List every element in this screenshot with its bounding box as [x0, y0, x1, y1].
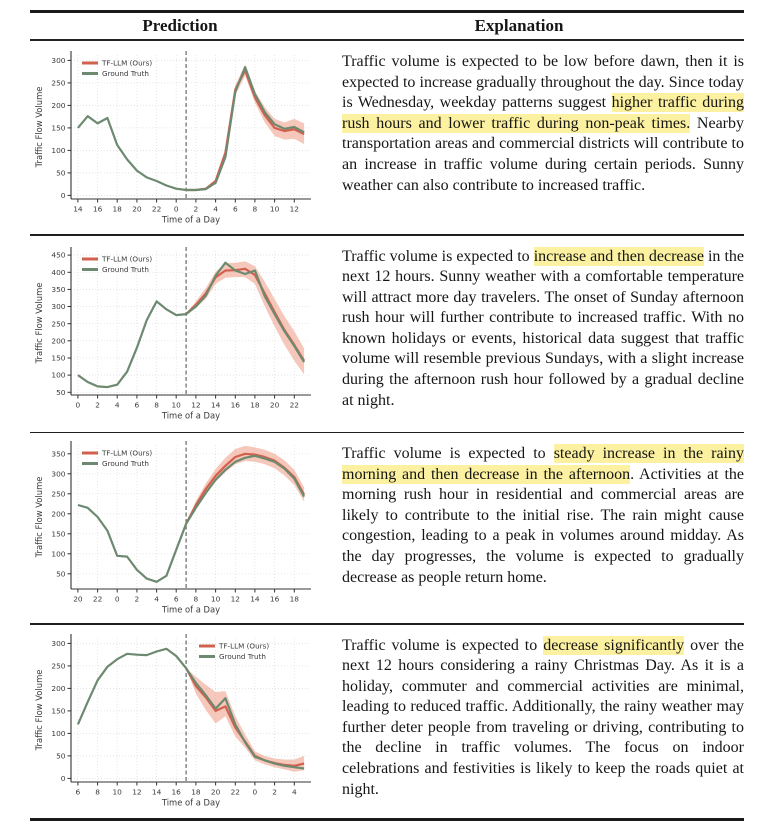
explanation-text	[342, 52, 744, 196]
x-axis-label: Time of a Day	[161, 214, 221, 224]
x-tick-label: 20	[132, 204, 142, 213]
legend-label: TF-LLM (Ours)	[102, 448, 153, 458]
y-tick-label: 400	[51, 267, 66, 277]
prediction-chart-1	[30, 41, 330, 234]
legend-label: Ground Truth	[219, 652, 266, 662]
x-tick-label: 16	[230, 400, 241, 409]
x-tick-label: 16	[171, 787, 181, 797]
legend-label: Ground Truth	[102, 68, 149, 78]
y-tick-label: 450	[51, 250, 66, 260]
x-tick-label: 2	[134, 594, 140, 604]
x-tick-label: 6	[75, 787, 81, 797]
y-tick-label: 300	[51, 639, 66, 648]
x-tick-label: 8	[193, 594, 199, 604]
y-tick-label: 100	[51, 729, 66, 738]
ground-truth-line	[78, 262, 304, 386]
x-tick-label: 0	[252, 787, 258, 797]
y-axis-label: Traffic Flow Volume	[34, 86, 44, 167]
y-tick-label: 200	[51, 100, 66, 110]
x-tick-label: 18	[289, 594, 300, 604]
prediction-chart-4	[30, 625, 330, 818]
body-text: . Activities at the morning rush hour in residential and commercial areas are likely to contribute to the initial rise. The rain might cause congestion, leading to a peak in volumes around midday. As the day progresses, the volume is expected to gradually decrease as people return home.	[342, 465, 744, 586]
x-tick-label: 2	[95, 400, 100, 409]
y-tick-label: 250	[51, 489, 66, 499]
x-tick-label: 6	[232, 204, 238, 213]
explanation-cell	[330, 41, 744, 234]
legend	[82, 254, 152, 274]
x-tick-label: 0	[75, 400, 81, 409]
x-tick-label: 14	[250, 594, 260, 604]
y-tick-label: 150	[51, 123, 66, 132]
x-tick-label: 4	[291, 787, 297, 797]
explanation-cell	[330, 236, 744, 432]
highlighted-text: decrease significantly	[543, 636, 685, 654]
y-tick-label: 0	[60, 190, 66, 200]
uncertainty-band	[186, 261, 304, 374]
x-tick-label: 14	[73, 204, 83, 213]
y-tick-label: 300	[51, 301, 66, 311]
bottom-rule	[30, 818, 744, 821]
x-tick-label: 4	[154, 594, 159, 604]
body-text: Traffic volume is expected to	[342, 445, 554, 462]
body-text: Traffic volume is expected to	[342, 636, 544, 654]
prediction-line	[186, 70, 304, 190]
x-tick-label: 10	[269, 204, 280, 213]
x-tick-label: 10	[171, 400, 181, 409]
traffic-flow-chart	[34, 46, 320, 230]
y-axis-label: Traffic Flow Volume	[34, 669, 44, 751]
y-tick-label: 250	[51, 318, 66, 328]
x-tick-label: 4	[114, 400, 120, 409]
y-tick-label: 100	[51, 145, 66, 155]
y-tick-label: 150	[51, 529, 66, 539]
highlighted-text: increase and then decrease	[533, 247, 704, 265]
x-tick-label: 22	[289, 400, 300, 409]
x-tick-label: 22	[230, 787, 241, 797]
x-tick-label: 0	[173, 204, 179, 213]
traffic-flow-chart	[34, 242, 320, 426]
y-tick-label: 50	[56, 751, 66, 761]
explanation-text	[342, 444, 744, 588]
ground-truth-line	[78, 456, 304, 582]
y-axis-label: Traffic Flow Volume	[34, 282, 44, 363]
traffic-flow-chart	[34, 629, 320, 813]
y-tick-label: 250	[51, 78, 66, 87]
explanation-text	[342, 636, 744, 801]
x-tick-label: 8	[154, 400, 159, 409]
explanation-text	[342, 247, 744, 412]
x-tick-label: 2	[193, 204, 199, 213]
y-tick-label: 50	[56, 168, 66, 177]
column-header-prediction: Prediction	[142, 16, 218, 35]
x-tick-label: 12	[289, 204, 300, 213]
ground-truth-line	[78, 649, 304, 769]
x-tick-label: 2	[272, 787, 277, 797]
x-tick-label: 0	[114, 594, 120, 604]
body-text: in the next 12 hours. Sunny weather with a comfortable temperature will attract more day travelers. The onset of Sunday afternoon rush hour will further contribute to increased traffic. With no known holidays or events, historical data suggest that traffic volume will resemble previous Sundays, with a slight increase during the afternoon rush hour followed by a gradual decline at night.	[342, 247, 744, 409]
table-row	[30, 41, 744, 234]
prediction-chart-2	[30, 236, 330, 432]
x-axis-label: Time of a Day	[161, 604, 221, 615]
x-tick-label: 6	[173, 594, 179, 604]
y-tick-label: 300	[51, 55, 66, 65]
x-tick-label: 20	[73, 594, 83, 604]
legend-label: TF-LLM (Ours)	[219, 641, 270, 651]
explanation-cell	[330, 433, 744, 623]
y-tick-label: 0	[60, 774, 66, 783]
x-tick-label: 16	[92, 204, 103, 213]
body-text: Traffic volume is expected to be low before dawn, then it is expected to increase gradually throughout the day. Since today is Wednesday, weekday patterns suggest	[342, 53, 744, 112]
body-text: over the next 12 hours considering a rainy Christmas Day. As it is a holiday, commuter and commercial activities are minimal, leading to reduced traffic. Additionally, the rainy weather may further deter people from traveling or driving, contributing to the decline in traffic volumes. The focus on indoor celebrations and festivities is likely to keep the roads quiet at night.	[342, 636, 744, 798]
x-tick-label: 20	[210, 787, 221, 797]
x-tick-label: 20	[269, 400, 280, 409]
y-tick-label: 250	[51, 661, 66, 671]
y-tick-label: 50	[56, 569, 66, 579]
y-tick-label: 350	[51, 449, 66, 459]
legend-label: Ground Truth	[102, 264, 149, 274]
traffic-flow-chart	[34, 436, 320, 620]
x-tick-label: 18	[250, 400, 260, 409]
y-tick-label: 200	[51, 335, 66, 345]
table-row	[30, 433, 744, 623]
prediction-line	[186, 668, 304, 766]
x-tick-label: 8	[252, 204, 258, 213]
x-tick-label: 12	[230, 594, 241, 604]
legend	[82, 449, 152, 469]
x-tick-label: 6	[134, 400, 140, 409]
x-axis-label: Time of a Day	[161, 410, 221, 420]
y-tick-label: 150	[51, 353, 66, 363]
legend	[82, 58, 152, 78]
x-tick-label: 10	[210, 594, 221, 604]
x-axis-label: Time of a Day	[161, 797, 221, 808]
body-text: Nearby transportation areas and commercial districts will contribute to an increase in traffic volume during certain periods. Sunny weather can also contribute to increased traffic.	[342, 114, 744, 194]
x-tick-label: 22	[92, 594, 103, 604]
y-axis-label: Traffic Flow Volume	[34, 476, 44, 558]
table-header	[30, 13, 744, 39]
table-row	[30, 236, 744, 432]
x-tick-label: 4	[213, 204, 218, 213]
x-tick-label: 18	[112, 204, 122, 213]
y-tick-label: 50	[56, 387, 66, 397]
column-header-explanation: Explanation	[474, 16, 564, 35]
table-row	[30, 625, 744, 818]
y-tick-label: 350	[51, 284, 66, 294]
y-tick-label: 100	[51, 370, 66, 380]
prediction-chart-3	[30, 433, 330, 623]
highlighted-text: steady increase in the rainy morning and then decrease in the afternoon	[342, 445, 744, 483]
y-tick-label: 200	[51, 509, 66, 519]
y-tick-label: 300	[51, 469, 66, 479]
y-tick-label: 100	[51, 549, 66, 559]
x-tick-label: 14	[210, 400, 221, 409]
x-tick-label: 22	[151, 204, 162, 213]
x-tick-label: 12	[191, 400, 201, 409]
legend-label: TF-LLM (Ours)	[102, 254, 153, 264]
explanation-cell	[330, 625, 744, 818]
highlighted-text: higher traffic during rush hours and lower traffic during non-peak times.	[342, 94, 744, 132]
x-tick-label: 18	[191, 787, 201, 797]
legend	[199, 642, 269, 662]
body-text: Traffic volume is expected to	[342, 247, 534, 265]
y-tick-label: 200	[51, 684, 66, 693]
legend-label: Ground Truth	[102, 459, 149, 469]
x-tick-label: 14	[151, 787, 162, 797]
x-tick-label: 10	[112, 787, 122, 797]
x-tick-label: 12	[132, 787, 142, 797]
x-tick-label: 16	[269, 594, 280, 604]
x-tick-label: 8	[95, 787, 100, 797]
legend-label: TF-LLM (Ours)	[102, 58, 153, 68]
y-tick-label: 150	[51, 706, 66, 716]
